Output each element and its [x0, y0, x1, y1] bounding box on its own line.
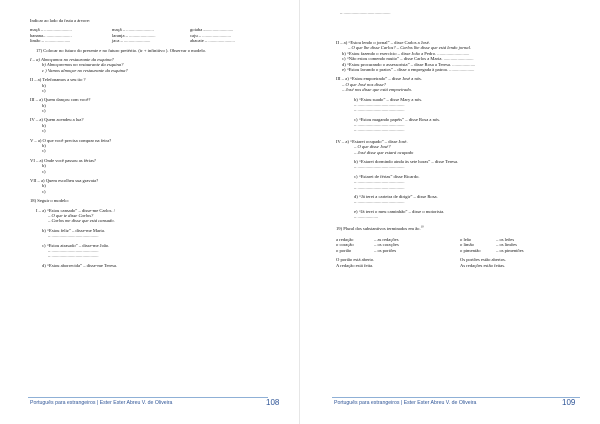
- exercise-line: – José nos disse que está empoeirado.: [342, 87, 413, 93]
- plural-cell: o portão: [336, 247, 352, 253]
- exercise-line: c): [42, 108, 46, 114]
- plural-cell: – os limões: [496, 242, 517, 248]
- exercise-line: V – a) O que você precisa comprar na feira?: [30, 137, 112, 143]
- exercise-line: c) “Estarei de férias” disse Ricardo.: [354, 173, 420, 179]
- exercise-line: c) “Não estou comendo muito” – disse Carlos a Maria. ..........................: [342, 56, 474, 62]
- exercise-line: – O que te disse Carlos?: [48, 212, 94, 218]
- exercise-line: b) “Estarei dormindo ainda às sete horas” – disse Teresa.: [354, 159, 459, 165]
- footnote-mark: 10: [420, 224, 424, 229]
- answer-blank: – .........................................: [354, 101, 405, 107]
- fruit-item: maçã – ........................: [30, 27, 72, 33]
- exercise-line: IV – a) Quem acendeu a luz?: [30, 117, 84, 123]
- footer-text: Português para estrangeiros | Ester Ester Abreu V. de Oliveira: [334, 400, 477, 406]
- page-number: 108: [266, 398, 280, 407]
- answer-blank: – ..................: [354, 214, 379, 220]
- exercise-line: b) “Estou feliz” – disse-me Marta.: [42, 227, 106, 233]
- exercise-line: – José disse que estará ocupado: [354, 149, 414, 155]
- exercise-line: b): [42, 82, 46, 88]
- fruit-item: laranja – .......................: [112, 32, 156, 38]
- plural-cell: a redação: [336, 236, 354, 242]
- plural-cell: – os pimentões: [496, 247, 524, 253]
- exercise-line: b): [42, 163, 46, 169]
- closing-cell: As redações estão feitas.: [460, 262, 506, 268]
- plural-cell: – os portões: [374, 247, 397, 253]
- right-page: [300, 0, 600, 424]
- exercise-line: d) “Estou aborrecida” – disse-me Teresa.: [42, 262, 118, 268]
- answer-blank: – .........................................: [354, 184, 405, 190]
- fruit-row: [30, 38, 280, 43]
- fruit-item: limão – ......................: [30, 38, 71, 44]
- fruit-item: abacate – .......................: [190, 38, 235, 44]
- answer-blank: – .........................................: [354, 179, 405, 185]
- answer-blank: – .........................................: [354, 122, 405, 128]
- exercise-line: b): [42, 143, 46, 149]
- exercise-line: e) “Estou lavando o pratos” – disse a empregada à patroa. ......................: [342, 66, 475, 72]
- exercise-line: VI – a) Onde você passou as férias?: [30, 157, 96, 163]
- exercise-line: IV – a) “Estarei ocupado” – disse José.: [336, 138, 408, 144]
- plural-cell: – os leões: [496, 236, 515, 242]
- plural-cell: o leão: [460, 236, 472, 242]
- exercise-18-heading: 18) Seguir o modelo:: [30, 198, 69, 204]
- answer-blank: – .........................................: [48, 253, 99, 259]
- closing-cell: A redação está feita.: [336, 262, 374, 268]
- exercise-line: c): [42, 87, 46, 93]
- exercise-line: c) “Estou magando papéis” – disse Rosa a nós.: [354, 116, 441, 122]
- page-number: 109: [562, 398, 576, 407]
- exercise-line: d) “Estou procurando o assessorista” – disse Rosa a Teresa. ....................: [342, 61, 476, 67]
- footer-text: Português para estrangeiros | Ester Ester Abreu V. de Oliveira: [30, 400, 173, 406]
- answer-blank: – .........................................: [48, 247, 99, 253]
- exercise-line: e) “Já terei o meu caminhão” – disse o motorista.: [354, 208, 445, 214]
- exercise-line: b) “Estou suado” – disse Mary a nós.: [354, 96, 423, 102]
- exercise-line: – O que José nos disse?: [342, 81, 387, 87]
- right-page-content: [336, 40, 581, 268]
- plural-cell: o limão: [460, 242, 474, 248]
- exercise-17-heading: 17) Colocar no futuro do presente e no futuro pretérito. (ir + infinitivo ). Observar o modelo.: [36, 47, 207, 53]
- exercise-line: c): [42, 188, 46, 194]
- fruit-item: banana– ......................: [30, 32, 72, 38]
- exercise-line: b): [42, 102, 46, 108]
- plural-row: [336, 248, 581, 253]
- exercise-line: – Carlos me disse que está cansado.: [48, 218, 115, 224]
- exercise-line: III – a) Quem dançou com você?: [30, 97, 91, 103]
- fruit-item: maçã – ........................: [112, 27, 154, 33]
- footer-rule: [28, 397, 268, 398]
- plural-cell: – os corações: [374, 242, 399, 248]
- left-page-content: [30, 18, 280, 268]
- exercise-line: I – a) “Estou cansado” – disse-me Carlos. /: [36, 207, 115, 213]
- exercise-line: b): [42, 122, 46, 128]
- fruit-item: jaca – .......................: [112, 38, 151, 44]
- fruit-item: caju – .........................: [190, 32, 231, 38]
- exercise-line: d) “Já terei a carteira de dirigir” – disse Rosa.: [354, 193, 438, 199]
- answer-blank: – .........................................: [48, 233, 99, 239]
- exercise-line: c): [42, 128, 46, 134]
- exercise-line: b) “Estou fazendo o exercício – disse João a Pedro. ............................: [342, 50, 470, 56]
- exercise-line: I – a) Almoçamos no restaurante da esquina?: [30, 56, 114, 62]
- exercise-line: c) “Estou atrasado” – disse-me João.: [42, 242, 110, 248]
- fruit-item: goiaba –........................: [190, 27, 234, 33]
- closing-row: [336, 263, 581, 268]
- footer-rule: [332, 397, 580, 398]
- exercise-line: II – a) Telefonamos a seu tio ?: [30, 77, 86, 83]
- exercise-line: c ) Vamos almoçar no restaurante da esquina?: [42, 67, 128, 73]
- exercise-line: – O que lhe disse Carlos? – Carlos lhe disse que está lendo jornal.: [348, 45, 472, 51]
- exercise-line: III – a) “Estou empoeirado” – disse José a nós.: [336, 76, 422, 82]
- exercise-line: II – a) “Estou lendo o jornal” – disse Carlos a José.: [336, 40, 430, 45]
- closing-cell: O portão está aberto.: [336, 257, 375, 263]
- instruction-fruit: Indicar ao lado da fruta a árvore:: [30, 18, 91, 23]
- answer-blank: – .........................................: [340, 10, 391, 15]
- exercise-line: – O que disse José?: [354, 144, 391, 150]
- exercise-line: b) Almoçaremos no restaurante da esquina?: [42, 62, 124, 68]
- answer-blank: – .........................................: [354, 107, 405, 113]
- plural-cell: – as redações: [374, 236, 399, 242]
- exercise-19-text: 19) Plural dos substantivos terminados em ão.: [336, 225, 421, 231]
- exercise-line: VII – a) Quem escolheu sua gravata?: [30, 177, 99, 183]
- plural-cell: o pimentão: [460, 247, 481, 253]
- answer-blank: – .........................................: [354, 164, 405, 170]
- closing-cell: Os portões estão abertos.: [460, 257, 506, 263]
- plural-cell: o coração: [336, 242, 354, 248]
- exercise-line: c): [42, 148, 46, 154]
- answer-blank: – .........................................: [354, 199, 405, 205]
- answer-blank: – .........................................: [354, 127, 405, 133]
- exercise-line: c): [42, 168, 46, 174]
- exercise-line: b): [42, 183, 46, 189]
